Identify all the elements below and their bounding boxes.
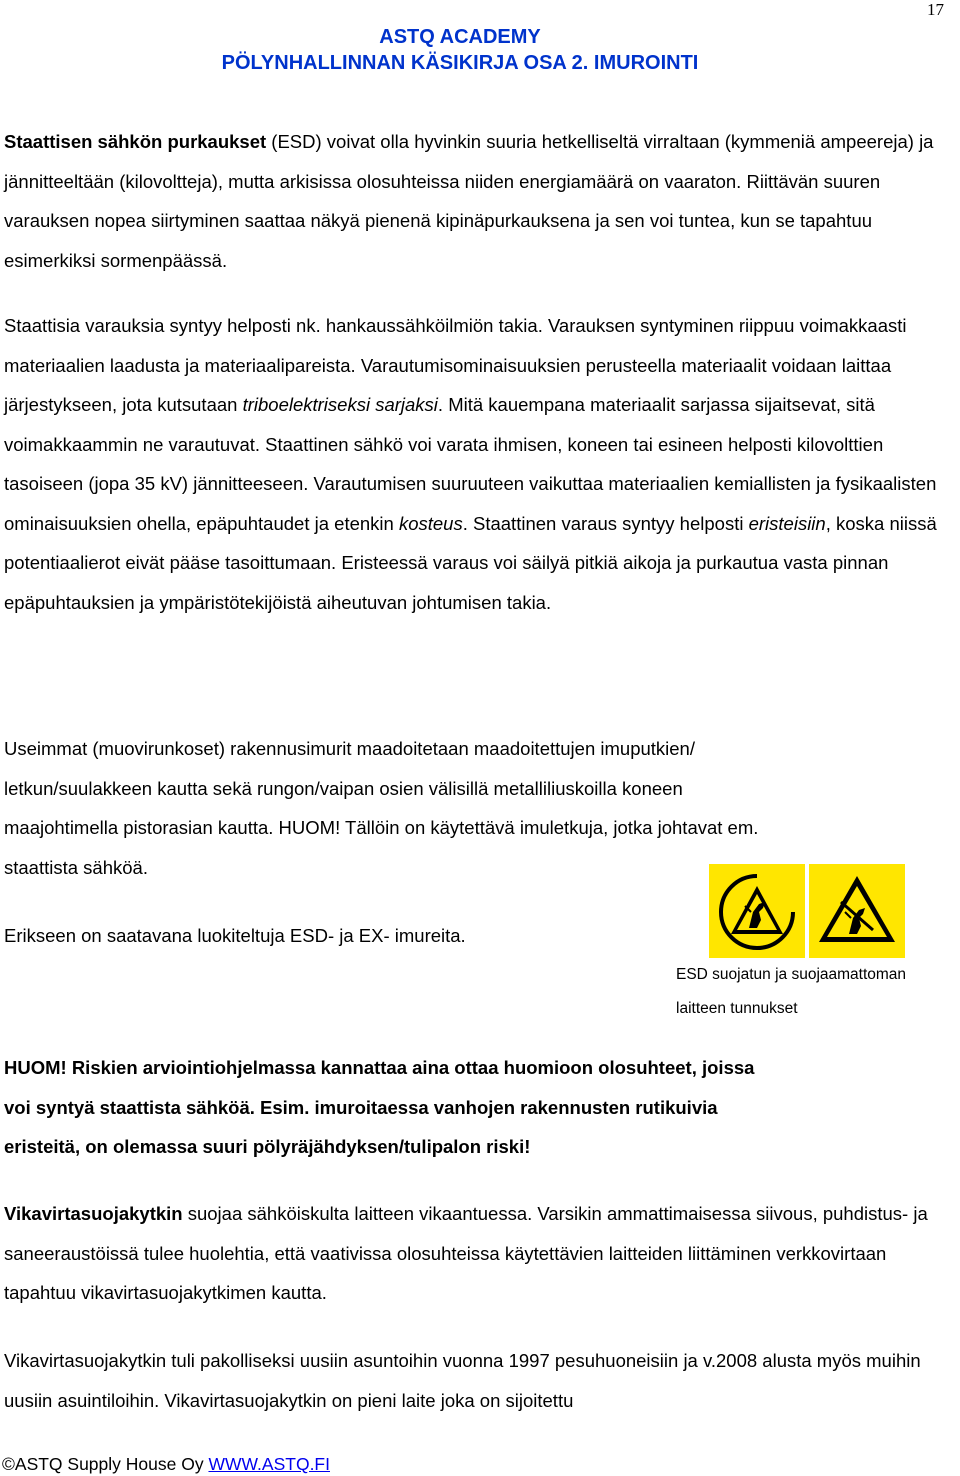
header-subtitle: PÖLYNHALLINNAN KÄSIKIRJA OSA 2. IMUROINTI [221, 52, 699, 74]
rcd-term: Vikavirtasuojakytkin [4, 1203, 183, 1224]
caption-line: laitteen tunnukset [676, 1000, 798, 1017]
risk-line: eristeitä, on olemassa suuri pölyräjähdyksen/tulipalon riski! [4, 1136, 531, 1157]
esd-signs [709, 864, 905, 958]
paragraph-esd-ex-vacuums: Erikseen on saatavana luokiteltuja ESD- ja EX- imureita. [4, 925, 466, 946]
paragraph-risk-warning [4, 1048, 954, 1167]
grounding-line: staattista sähköä. [4, 856, 148, 878]
page-footer [2, 1452, 330, 1476]
page-number: 17 [927, 0, 944, 19]
static-text-3: . Staattinen varaus syntyy helposti [462, 512, 749, 534]
grounding-line: letkun/suulakkeen kautta sekä rungon/vaipan osien välisillä metalliliuskoilla koneen [4, 777, 683, 799]
paragraph-esd-intro [4, 122, 934, 280]
esd-signs-caption [676, 958, 960, 1026]
static-text-4: , koska niissä potentiaalierot eivät pääse tasoittumaan. Eristeessä varaus voi säilyä pitkiä aikoja ja purkautua vasta pinnan epäpuhtauksien ja ympäristötekijöistä aiheutuvan johtumisen takia. [4, 512, 937, 613]
document-header [0, 24, 920, 76]
esd-term: Staattisen sähkön purkaukset [4, 131, 267, 152]
insulators-term: eristeisiin [748, 512, 826, 534]
grounding-line: maajohtimella pistorasian kautta. HUOM! Tällöin on käytettävä imuletkuja, jotka johtavat em. [4, 817, 759, 838]
humidity-term: kosteus [398, 512, 463, 534]
risk-line: voi syntyä staattista sähköä. Esim. imuroitaessa vanhojen rakennusten rutikuivia [4, 1096, 718, 1118]
paragraph-rcd [4, 1194, 939, 1313]
header-title: ASTQ ACADEMY [379, 26, 541, 48]
esd-susceptible-symbol-icon [809, 864, 905, 958]
static-text-1: Staattisia varauksia syntyy helposti nk. hankaussähköilmiön takia. Varauksen syntyminen riippuu voimakkaasti materiaalien laadusta ja materiaalipareista. Varautumisominaisuuksien perusteella materiaalit voidaan laittaa järjestykseen, jota kutsutaan [4, 315, 907, 415]
footer-company: ©ASTQ Supply House Oy [2, 1454, 204, 1474]
triboelectric-term: triboelektriseksi sarjaksi [242, 394, 438, 415]
static-text-2: . Mitä kauempana materiaalit sarjassa sijaitsevat, sitä voimakkaammin ne varautuvat. Staattinen sähkö voi varata ihmisen, koneen tai esineen helposti kilovolttien tasoiseen (jopa 35 kV) jännitteeseen. Varautumisen suuruuteen vaikuttaa materiaalien kemiallisten ja fysikaalisten ominaisuuksien ohella, epäpuhtaudet ja etenkin [4, 394, 937, 534]
website-link[interactable]: WWW.ASTQ.FI [208, 1454, 330, 1474]
grounding-line: Useimmat (muovirunkoset) rakennusimurit maadoitetaan maadoitettujen imuputkien/ [4, 738, 695, 759]
caption-line: ESD suojatun ja suojaamattoman [676, 966, 907, 983]
paragraph-static-charges [4, 306, 939, 622]
paragraph-rcd-mandatory: Vikavirtasuojakytkin tuli pakolliseksi uusiin asuntoihin vuonna 1997 pesuhuoneisiin ja v.2008 alusta myös muihin uusiin asuintiloihin. Vikavirtasuojakytkin on pieni laite joka on sijoitettu [4, 1350, 921, 1411]
rcd-text: suojaa sähköiskulta laitteen vikaantuessa. Varsikin ammattimaisessa siivous, puhdistus- ja saneeraustöissä tulee huolehtia, että vaativissa olosuhteissa käytettävien laitteiden liittäminen verkkovirtaan tapahtuu vikavirtasuojakytkimen kautta. [4, 1203, 928, 1303]
esd-protected-symbol-icon [709, 864, 805, 958]
esd-intro-text: (ESD) voivat olla hyvinkin suuria hetkelliseltä virraltaan (kymmeniä ampeereja) ja jännitteeltään (kilovoltteja), mutta arkisissa olosuhteissa niiden energiamäärä on vaaraton. Riittävän suuren varauksen nopea siirtyminen saattaa näkyä pienenä kipinäpurkauksena ja sen voi tuntea, kun se tapahtuu esimerkiksi sormenpäässä. [4, 131, 934, 271]
risk-line: HUOM! Riskien arviointiohjelmassa kannattaa aina ottaa huomioon olosuhteet, joissa [4, 1057, 755, 1078]
